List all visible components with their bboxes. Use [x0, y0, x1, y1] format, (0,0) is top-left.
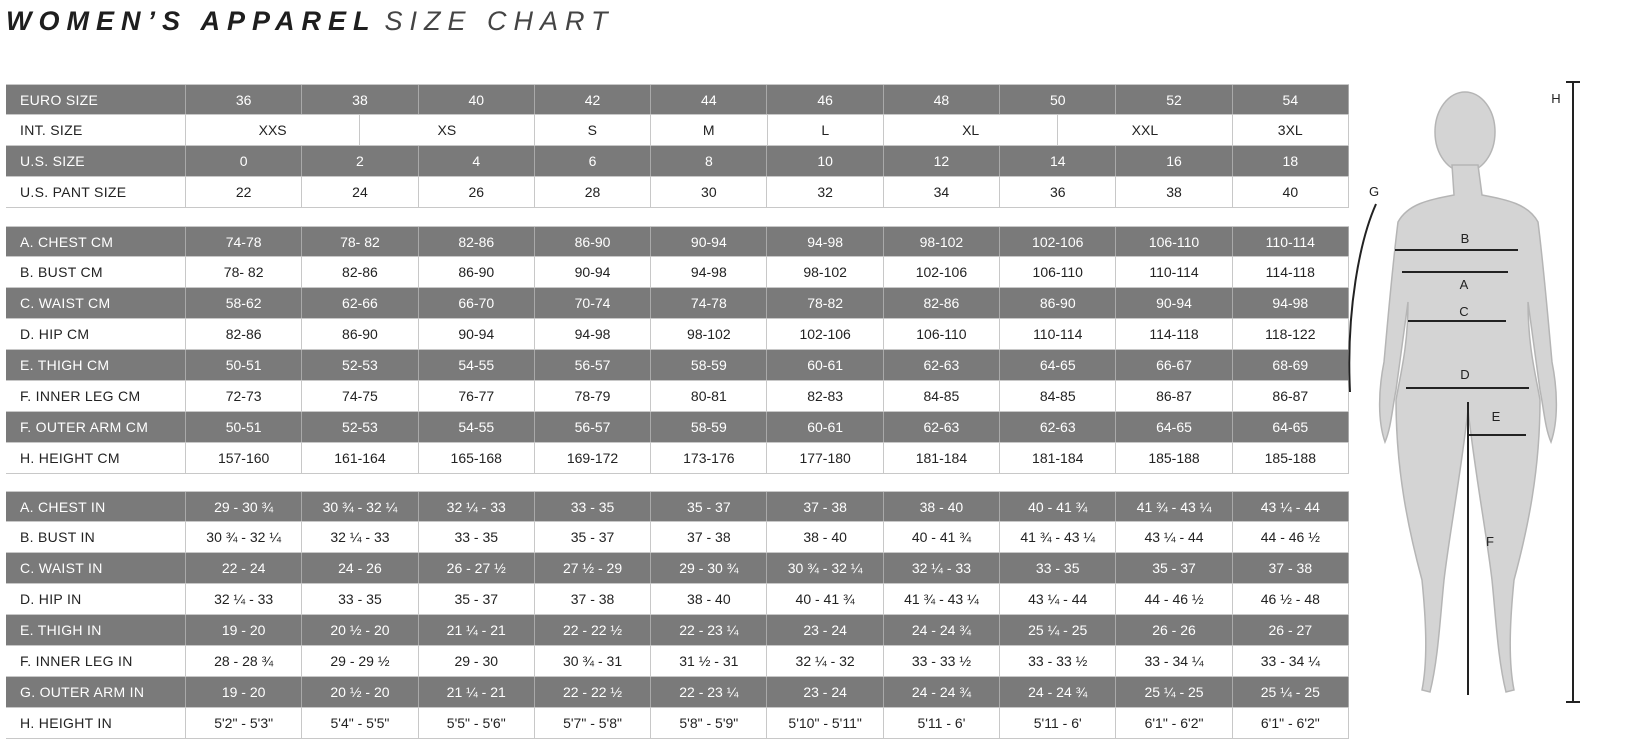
- table-cell: 41 ¾ - 43 ¼: [1116, 492, 1232, 521]
- table-cell: 68-69: [1233, 350, 1349, 380]
- table-cell: 33 - 35: [1000, 553, 1116, 583]
- table-cell: 5'4" - 5'5": [302, 708, 418, 738]
- table-cell: 41 ¾ - 43 ¼: [1000, 522, 1116, 552]
- table-cell: XL: [884, 115, 1058, 145]
- table-cell: 46: [767, 85, 883, 114]
- table-cell: 0: [186, 146, 302, 176]
- table-cell: 102-106: [884, 257, 1000, 287]
- table-cell: 26 - 27 ½: [419, 553, 535, 583]
- body-measurement-figure: [1368, 80, 1638, 740]
- table-cell: 3XL: [1233, 115, 1350, 145]
- table-row: [6, 584, 1349, 615]
- table-cell: 29 - 30: [419, 646, 535, 676]
- label-b: B: [1460, 231, 1470, 246]
- row-label: H. HEIGHT IN: [6, 708, 186, 738]
- table-cell: 82-86: [884, 288, 1000, 318]
- table-cell: 106-110: [1000, 257, 1116, 287]
- table-cell: 33 - 35: [302, 584, 418, 614]
- table-row: [6, 226, 1349, 257]
- table-cell: 5'11 - 6': [884, 708, 1000, 738]
- table-cell: 21 ¼ - 21: [419, 677, 535, 707]
- table-cell: 82-86: [419, 227, 535, 256]
- table-row: [6, 177, 1349, 208]
- table-cell: 118-122: [1233, 319, 1349, 349]
- table-cell: S: [535, 115, 652, 145]
- table-cell: 26 - 27: [1233, 615, 1349, 645]
- row-label: F. INNER LEG IN: [6, 646, 186, 676]
- table-cell: 24 - 24 ¾: [884, 677, 1000, 707]
- table-cell: 6'1" - 6'2": [1233, 708, 1349, 738]
- table-cell: 37 - 38: [767, 492, 883, 521]
- table-cell: 185-188: [1116, 443, 1232, 473]
- table-cell: 48: [884, 85, 1000, 114]
- table-row: [6, 646, 1349, 677]
- table-cell: XXS: [186, 115, 360, 145]
- table-cell: 177-180: [767, 443, 883, 473]
- table-cell: 35 - 37: [419, 584, 535, 614]
- table-cell: 26 - 26: [1116, 615, 1232, 645]
- table-cell: 106-110: [884, 319, 1000, 349]
- table-cell: 29 - 30 ¾: [186, 492, 302, 521]
- table-cell: 50-51: [186, 412, 302, 442]
- table-row: [6, 319, 1349, 350]
- table-cell: 30 ¾ - 31: [535, 646, 651, 676]
- table-cell: 35 - 37: [535, 522, 651, 552]
- table-cell: 110-114: [1233, 227, 1349, 256]
- label-e: E: [1491, 409, 1501, 424]
- table-cell: XS: [360, 115, 534, 145]
- table-cell: 62-63: [884, 350, 1000, 380]
- table-cell: 20 ½ - 20: [302, 615, 418, 645]
- table-cell: 33 - 35: [535, 492, 651, 521]
- table-cell: 30 ¾ - 32 ¼: [767, 553, 883, 583]
- table-cell: 35 - 37: [1116, 553, 1232, 583]
- label-h: H: [1551, 91, 1561, 106]
- table-row: [6, 288, 1349, 319]
- title-bold: WOMEN’S APPAREL: [6, 6, 377, 36]
- table-cell: 74-78: [651, 288, 767, 318]
- table-cell: 106-110: [1116, 227, 1232, 256]
- table-cell: 78-79: [535, 381, 651, 411]
- row-label: C. WAIST IN: [6, 553, 186, 583]
- size-table: [6, 84, 1349, 208]
- table-cell: 4: [419, 146, 535, 176]
- table-cell: 40 - 41 ¾: [767, 584, 883, 614]
- table-cell: 38 - 40: [651, 584, 767, 614]
- label-c: C: [1459, 304, 1469, 319]
- row-label: B. BUST IN: [6, 522, 186, 552]
- table-cell: 64-65: [1000, 350, 1116, 380]
- table-row: [6, 553, 1349, 584]
- row-label: G. OUTER ARM IN: [6, 677, 186, 707]
- table-cell: 32 ¼ - 33: [186, 584, 302, 614]
- table-cell: 36: [1000, 177, 1116, 207]
- row-label: F. OUTER ARM CM: [6, 412, 186, 442]
- table-cell: 98-102: [767, 257, 883, 287]
- table-cell: 38 - 40: [884, 492, 1000, 521]
- table-cell: 24: [302, 177, 418, 207]
- label-d: D: [1460, 367, 1470, 382]
- table-cell: 64-65: [1116, 412, 1232, 442]
- table-cell: 2: [302, 146, 418, 176]
- table-row: [6, 412, 1349, 443]
- table-cell: 32 ¼ - 33: [302, 522, 418, 552]
- table-cell: 12: [884, 146, 1000, 176]
- table-cell: 24 - 24 ¾: [884, 615, 1000, 645]
- table-cell: 8: [651, 146, 767, 176]
- table-cell: 72-73: [186, 381, 302, 411]
- inch-measurement-table: [6, 491, 1349, 739]
- table-cell: 74-75: [302, 381, 418, 411]
- table-cell: 62-66: [302, 288, 418, 318]
- table-cell: 74-78: [186, 227, 302, 256]
- row-label: D. HIP IN: [6, 584, 186, 614]
- table-cell: 42: [535, 85, 651, 114]
- table-cell: 5'11 - 6': [1000, 708, 1116, 738]
- table-cell: 185-188: [1233, 443, 1349, 473]
- table-cell: 22 - 23 ¼: [651, 615, 767, 645]
- page-title: [6, 6, 615, 37]
- table-cell: L: [768, 115, 885, 145]
- table-cell: 173-176: [651, 443, 767, 473]
- table-cell: 5'8" - 5'9": [651, 708, 767, 738]
- table-cell: 90-94: [651, 227, 767, 256]
- table-cell: 32 ¼ - 32: [767, 646, 883, 676]
- label-g: G: [1368, 184, 1380, 199]
- table-cell: 46 ½ - 48: [1233, 584, 1349, 614]
- table-cell: 44 - 46 ½: [1116, 584, 1232, 614]
- table-cell: 43 ¼ - 44: [1116, 522, 1232, 552]
- table-cell: 5'2" - 5'3": [186, 708, 302, 738]
- table-cell: 30 ¾ - 32 ¼: [302, 492, 418, 521]
- table-cell: 102-106: [767, 319, 883, 349]
- row-label: EURO SIZE: [6, 85, 186, 114]
- table-cell: 22: [186, 177, 302, 207]
- table-cell: 35 - 37: [651, 492, 767, 521]
- table-cell: 44: [651, 85, 767, 114]
- row-label: C. WAIST CM: [6, 288, 186, 318]
- table-row: [6, 381, 1349, 412]
- table-cell: 78-82: [767, 288, 883, 318]
- table-cell: 82-83: [767, 381, 883, 411]
- table-cell: 50: [1000, 85, 1116, 114]
- table-cell: 52-53: [302, 350, 418, 380]
- table-row: [6, 443, 1349, 474]
- table-cell: 14: [1000, 146, 1116, 176]
- table-cell: 23 - 24: [767, 615, 883, 645]
- cm-measurement-table: [6, 226, 1349, 474]
- table-cell: 36: [186, 85, 302, 114]
- table-cell: 25 ¼ - 25: [1000, 615, 1116, 645]
- table-cell: 5'5" - 5'6": [419, 708, 535, 738]
- table-cell: 22 - 23 ¼: [651, 677, 767, 707]
- table-cell: 157-160: [186, 443, 302, 473]
- table-cell: 32: [767, 177, 883, 207]
- table-cell: 80-81: [651, 381, 767, 411]
- table-cell: 40 - 41 ¾: [1000, 492, 1116, 521]
- table-cell: 38: [1116, 177, 1232, 207]
- row-label: A. CHEST CM: [6, 227, 186, 256]
- table-cell: 78- 82: [186, 257, 302, 287]
- table-cell: 86-87: [1116, 381, 1232, 411]
- table-cell: 30 ¾ - 32 ¼: [186, 522, 302, 552]
- table-cell: 18: [1233, 146, 1349, 176]
- table-cell: 94-98: [767, 227, 883, 256]
- table-cell: 165-168: [419, 443, 535, 473]
- row-label: E. THIGH IN: [6, 615, 186, 645]
- title-light: SIZE CHART: [384, 6, 615, 36]
- table-cell: M: [651, 115, 768, 145]
- table-cell: 64-65: [1233, 412, 1349, 442]
- table-cell: 28: [535, 177, 651, 207]
- table-cell: 22 - 22 ½: [535, 677, 651, 707]
- table-cell: 66-67: [1116, 350, 1232, 380]
- table-cell: 5'10" - 5'11": [767, 708, 883, 738]
- table-cell: 84-85: [1000, 381, 1116, 411]
- table-cell: 90-94: [419, 319, 535, 349]
- table-cell: 56-57: [535, 412, 651, 442]
- table-row: [6, 677, 1349, 708]
- table-cell: 90-94: [1116, 288, 1232, 318]
- table-cell: 28 - 28 ¾: [186, 646, 302, 676]
- table-cell: 169-172: [535, 443, 651, 473]
- body-silhouette-illustration: [1368, 80, 1638, 740]
- table-cell: 24 - 26: [302, 553, 418, 583]
- label-a: A: [1459, 277, 1469, 292]
- table-cell: 33 - 35: [419, 522, 535, 552]
- table-cell: 33 - 34 ¼: [1233, 646, 1349, 676]
- table-cell: 32 ¼ - 33: [419, 492, 535, 521]
- table-row: [6, 350, 1349, 381]
- table-cell: 40: [1233, 177, 1349, 207]
- table-cell: 90-94: [535, 257, 651, 287]
- table-cell: 86-90: [535, 227, 651, 256]
- table-cell: 54-55: [419, 350, 535, 380]
- table-cell: 44 - 46 ½: [1233, 522, 1349, 552]
- table-cell: 23 - 24: [767, 677, 883, 707]
- table-cell: 37 - 38: [1233, 553, 1349, 583]
- table-cell: 110-114: [1116, 257, 1232, 287]
- table-cell: 30: [651, 177, 767, 207]
- table-cell: 70-74: [535, 288, 651, 318]
- table-cell: 25 ¼ - 25: [1116, 677, 1232, 707]
- table-cell: 34: [884, 177, 1000, 207]
- label-f: F: [1486, 534, 1494, 549]
- table-cell: 22 - 24: [186, 553, 302, 583]
- table-cell: 16: [1116, 146, 1232, 176]
- table-cell: 19 - 20: [186, 677, 302, 707]
- table-cell: 31 ½ - 31: [651, 646, 767, 676]
- row-label: H. HEIGHT CM: [6, 443, 186, 473]
- table-cell: 5'7" - 5'8": [535, 708, 651, 738]
- table-cell: 33 - 33 ½: [884, 646, 1000, 676]
- table-cell: 110-114: [1000, 319, 1116, 349]
- table-cell: 60-61: [767, 412, 883, 442]
- table-cell: 94-98: [1233, 288, 1349, 318]
- table-cell: 84-85: [884, 381, 1000, 411]
- table-cell: 33 - 34 ¼: [1116, 646, 1232, 676]
- table-cell: 19 - 20: [186, 615, 302, 645]
- table-cell: 32 ¼ - 33: [884, 553, 1000, 583]
- table-row: [6, 708, 1349, 739]
- table-cell: 40 - 41 ¾: [884, 522, 1000, 552]
- table-cell: 50-51: [186, 350, 302, 380]
- table-cell: 86-90: [302, 319, 418, 349]
- table-cell: 22 - 22 ½: [535, 615, 651, 645]
- table-cell: 26: [419, 177, 535, 207]
- table-cell: 52-53: [302, 412, 418, 442]
- table-cell: 114-118: [1116, 319, 1232, 349]
- table-cell: 66-70: [419, 288, 535, 318]
- table-cell: 43 ¼ - 44: [1000, 584, 1116, 614]
- table-row: [6, 522, 1349, 553]
- table-cell: 52: [1116, 85, 1232, 114]
- table-cell: 6: [535, 146, 651, 176]
- table-cell: 54-55: [419, 412, 535, 442]
- table-cell: 33 - 33 ½: [1000, 646, 1116, 676]
- table-cell: 76-77: [419, 381, 535, 411]
- table-cell: 6'1" - 6'2": [1116, 708, 1232, 738]
- table-cell: 86-87: [1233, 381, 1349, 411]
- table-cell: 60-61: [767, 350, 883, 380]
- table-cell: 98-102: [884, 227, 1000, 256]
- table-cell: 29 - 29 ½: [302, 646, 418, 676]
- table-row: [6, 615, 1349, 646]
- table-cell: XXL: [1058, 115, 1232, 145]
- row-label: E. THIGH CM: [6, 350, 186, 380]
- row-label: U.S. PANT SIZE: [6, 177, 186, 207]
- table-cell: 27 ½ - 29: [535, 553, 651, 583]
- table-cell: 10: [767, 146, 883, 176]
- table-row: [6, 84, 1349, 115]
- table-cell: 43 ¼ - 44: [1233, 492, 1349, 521]
- table-cell: 82-86: [186, 319, 302, 349]
- table-cell: 161-164: [302, 443, 418, 473]
- table-cell: 58-62: [186, 288, 302, 318]
- row-label: F. INNER LEG CM: [6, 381, 186, 411]
- table-cell: 56-57: [535, 350, 651, 380]
- table-cell: 181-184: [1000, 443, 1116, 473]
- table-cell: 37 - 38: [651, 522, 767, 552]
- table-cell: 62-63: [884, 412, 1000, 442]
- row-label: INT. SIZE: [6, 115, 186, 145]
- table-cell: 86-90: [1000, 288, 1116, 318]
- table-cell: 82-86: [302, 257, 418, 287]
- row-label: D. HIP CM: [6, 319, 186, 349]
- table-cell: 58-59: [651, 412, 767, 442]
- row-label: B. BUST CM: [6, 257, 186, 287]
- row-label: A. CHEST IN: [6, 492, 186, 521]
- table-cell: 54: [1233, 85, 1349, 114]
- table-row: [6, 115, 1349, 146]
- table-row: [6, 491, 1349, 522]
- table-cell: 98-102: [651, 319, 767, 349]
- table-cell: 29 - 30 ¾: [651, 553, 767, 583]
- table-cell: 24 - 24 ¾: [1000, 677, 1116, 707]
- row-label: U.S. SIZE: [6, 146, 186, 176]
- table-cell: 41 ¾ - 43 ¼: [884, 584, 1000, 614]
- table-cell: 102-106: [1000, 227, 1116, 256]
- table-row: [6, 146, 1349, 177]
- table-cell: 86-90: [419, 257, 535, 287]
- table-cell: 181-184: [884, 443, 1000, 473]
- table-cell: 94-98: [651, 257, 767, 287]
- table-cell: 78- 82: [302, 227, 418, 256]
- table-cell: 38: [302, 85, 418, 114]
- table-cell: 20 ½ - 20: [302, 677, 418, 707]
- table-cell: 94-98: [535, 319, 651, 349]
- table-cell: 25 ¼ - 25: [1233, 677, 1349, 707]
- table-cell: 114-118: [1233, 257, 1349, 287]
- table-cell: 58-59: [651, 350, 767, 380]
- table-cell: 40: [419, 85, 535, 114]
- table-cell: 21 ¼ - 21: [419, 615, 535, 645]
- table-row: [6, 257, 1349, 288]
- table-cell: 38 - 40: [767, 522, 883, 552]
- table-cell: 62-63: [1000, 412, 1116, 442]
- table-cell: 37 - 38: [535, 584, 651, 614]
